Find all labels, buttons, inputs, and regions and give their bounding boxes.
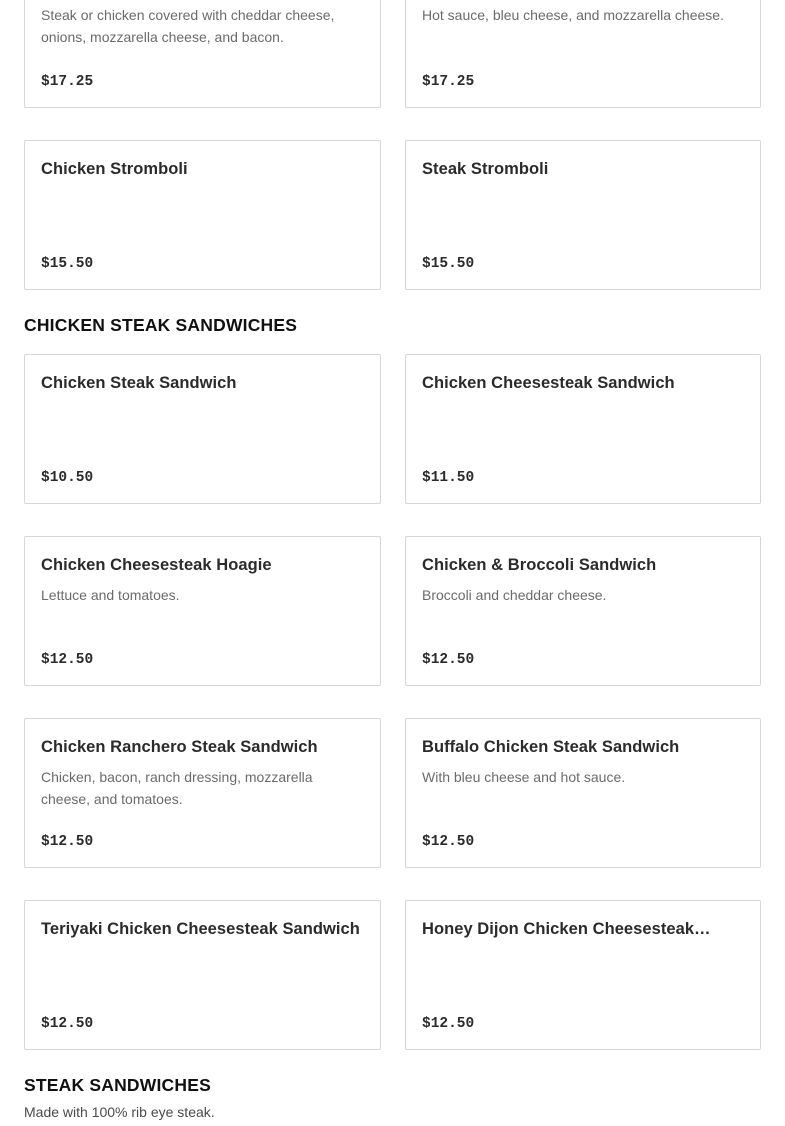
menu-item-price: $12.50 bbox=[41, 1016, 94, 1032]
menu-item-name: Chicken Cheesesteak Hoagie bbox=[41, 556, 272, 574]
menu-item-card[interactable] bbox=[24, 536, 381, 686]
menu-item-price: $12.50 bbox=[41, 834, 94, 850]
menu-item-card[interactable] bbox=[405, 354, 761, 504]
menu-item-card[interactable] bbox=[24, 0, 381, 108]
section-title-steak-sandwiches: STEAK SANDWICHES bbox=[24, 1075, 211, 1095]
menu-item-card[interactable] bbox=[24, 354, 381, 504]
menu-item-card[interactable] bbox=[24, 140, 381, 290]
menu-item-card[interactable] bbox=[405, 718, 761, 868]
menu-item-price: $15.50 bbox=[422, 256, 475, 272]
menu-item-name: Buffalo Chicken Steak Sandwich bbox=[422, 738, 680, 756]
menu-item-name: Honey Dijon Chicken Cheesesteak… bbox=[422, 920, 711, 938]
menu-item-price: $11.50 bbox=[422, 470, 475, 486]
section-subtitle: Made with 100% rib eye steak. bbox=[24, 1104, 215, 1120]
menu-item-name: Chicken Cheesesteak Sandwich bbox=[422, 374, 675, 392]
menu-item-price: $12.50 bbox=[422, 834, 475, 850]
menu-item-name: Teriyaki Chicken Cheesesteak Sandwich bbox=[41, 920, 360, 938]
menu-item-name: Chicken & Broccoli Sandwich bbox=[422, 556, 657, 574]
menu-item-description: With bleu cheese and hot sauce. bbox=[422, 769, 626, 785]
menu-item-price: $17.25 bbox=[422, 74, 475, 90]
menu-item-card[interactable] bbox=[405, 900, 761, 1050]
menu-item-card[interactable] bbox=[405, 140, 761, 290]
menu-item-name: Chicken Steak Sandwich bbox=[41, 374, 237, 392]
menu-item-card[interactable] bbox=[405, 0, 761, 108]
menu-item-card[interactable] bbox=[24, 900, 381, 1050]
menu-item-price: $12.50 bbox=[41, 652, 94, 668]
section-title-chicken-steak-sandwiches: CHICKEN STEAK SANDWICHES bbox=[24, 315, 298, 335]
menu-item-price: $17.25 bbox=[41, 74, 94, 90]
menu-item-name: Steak Stromboli bbox=[422, 160, 549, 178]
menu-item-description: Broccoli and cheddar cheese. bbox=[422, 587, 607, 603]
menu-item-name: Chicken Ranchero Steak Sandwich bbox=[41, 738, 318, 756]
menu-item-price: $12.50 bbox=[422, 652, 475, 668]
menu-item-description: Steak or chicken covered with cheddar cheese, onions, mozzarella cheese, and bacon. bbox=[41, 7, 335, 45]
menu-item-name: Chicken Stromboli bbox=[41, 160, 188, 178]
menu-item-price: $10.50 bbox=[41, 470, 94, 486]
menu-item-price: $12.50 bbox=[422, 1016, 475, 1032]
menu-item-description: Chicken, bacon, ranch dressing, mozzarella cheese, and tomatoes. bbox=[41, 769, 313, 807]
menu-item-card[interactable] bbox=[24, 718, 381, 868]
menu-item-description: Hot sauce, bleu cheese, and mozzarella cheese. bbox=[422, 7, 724, 23]
menu-item-card[interactable] bbox=[405, 536, 761, 686]
menu-item-description: Lettuce and tomatoes. bbox=[41, 587, 180, 603]
menu-item-price: $15.50 bbox=[41, 256, 94, 272]
